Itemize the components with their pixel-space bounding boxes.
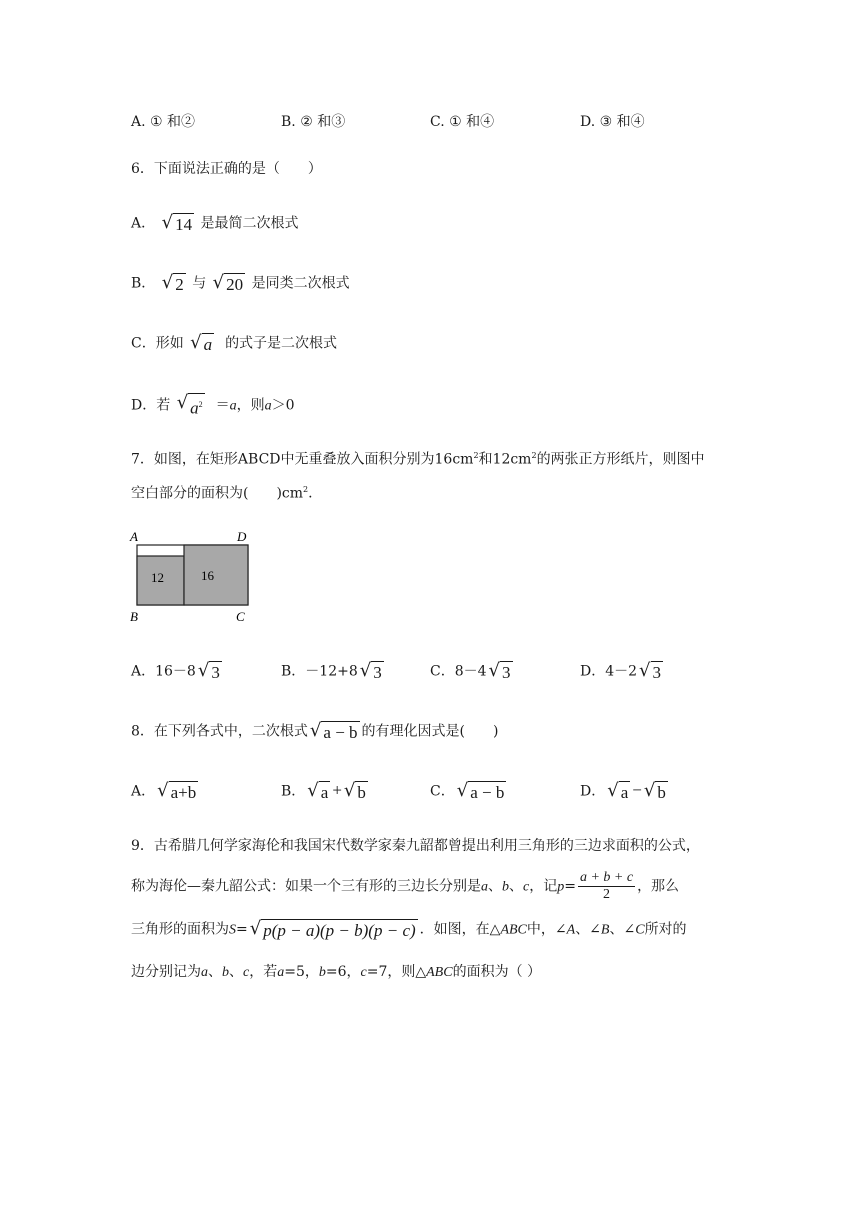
q8-option-c xyxy=(430,780,508,803)
sqrt: √ a+b xyxy=(157,780,197,802)
var-s: S xyxy=(229,922,236,938)
sqrt: √ 14 xyxy=(161,212,193,234)
equals: ＝ xyxy=(215,397,230,414)
sep: 、 xyxy=(208,964,222,980)
sep: 、∠ xyxy=(609,921,636,938)
q6-option-a xyxy=(131,212,299,235)
q8-text: 8．在下列各式中，二次根式 xyxy=(131,723,308,740)
var-a: a xyxy=(481,879,488,895)
q7-option-d xyxy=(580,660,665,683)
q9-text: ．如图，在△ xyxy=(419,921,501,938)
radicand: 3 xyxy=(502,663,511,682)
q6-a-text: 是最简二次根式 xyxy=(200,215,299,232)
q6-b-label: B． xyxy=(131,275,156,292)
square-16 xyxy=(184,545,248,605)
radicand: 3 xyxy=(652,663,662,682)
q6-a-label: A． xyxy=(131,215,156,232)
radicand: a − b xyxy=(323,723,358,742)
radicand: 14 xyxy=(175,215,193,234)
radicand: a − b xyxy=(470,783,505,802)
var-a: a xyxy=(264,398,272,414)
operator: + xyxy=(332,780,342,800)
option-label: C． xyxy=(430,783,455,800)
fraction xyxy=(578,870,635,903)
var-a: a xyxy=(201,965,208,980)
var-b: b xyxy=(318,965,326,980)
equals: = xyxy=(236,921,248,938)
var-a: a xyxy=(229,398,237,414)
q7-text: 和12cm xyxy=(478,451,532,468)
radicand: 20 xyxy=(226,275,244,294)
q7-option-a xyxy=(131,660,224,683)
sqrt-formula: √ p(p − a)(p − b)(p − c) xyxy=(249,918,416,940)
exponent: 2 xyxy=(198,400,203,409)
q6-b-mid: 与 xyxy=(192,275,207,292)
q9-line2 xyxy=(131,870,679,903)
q5-option-a: A. ① 和② xyxy=(131,114,196,130)
q8-stem xyxy=(131,720,498,743)
then-text: ，则 xyxy=(236,397,265,414)
q9-text: 三角形的面积为 xyxy=(131,921,229,938)
q9-text: =6， xyxy=(325,964,361,980)
vertex-a: A xyxy=(130,529,138,544)
sqrt: √ a − b xyxy=(309,720,358,742)
q7-stem-line1 xyxy=(131,446,705,470)
sqrt: √ 3 xyxy=(359,660,382,682)
equals: = xyxy=(564,878,576,895)
q9-line1: 9．古希腊几何学家海伦和我国宋代数学家秦九韶都曾提出利用三角形的三边求面积的公式， xyxy=(131,838,700,854)
radicand: 2 xyxy=(175,275,184,294)
operator: − xyxy=(632,780,642,800)
q7-text: 7．如图，在矩形ABCD中无重叠放入面积分别为16cm xyxy=(131,451,474,468)
option-label: A． xyxy=(131,783,156,800)
q9-text: 称为海伦—秦九韶公式：如果一个三有形的三边长分别是 xyxy=(131,878,481,895)
q7-text: . xyxy=(308,485,313,502)
q5-option-b: B. ② 和③ xyxy=(281,114,346,130)
sep: 、 xyxy=(229,964,243,980)
label-12: 12 xyxy=(151,570,164,585)
q7-option-c xyxy=(430,660,515,683)
q6-c-label: C．形如 xyxy=(131,335,184,352)
q5-option-d: D. ③ 和④ xyxy=(580,114,645,130)
sqrt: √ 3 xyxy=(197,660,220,682)
radicand: 3 xyxy=(373,663,382,682)
triangle-abc: ABC xyxy=(426,965,453,980)
option-text: C．8－4 xyxy=(430,663,487,680)
var-a: a xyxy=(277,965,285,980)
q7-text: 空白部分的面积为( )cm xyxy=(131,485,304,502)
option-label: D． xyxy=(580,783,606,800)
label-16: 16 xyxy=(201,568,214,583)
q6-b-text: 是同类二次根式 xyxy=(251,275,350,292)
q7-option-b xyxy=(281,660,386,683)
radicand: a xyxy=(320,783,329,802)
exponent: 2 xyxy=(531,451,537,460)
var-c: c xyxy=(360,965,367,980)
var-b: b xyxy=(222,965,229,980)
fraction-denominator: 2 xyxy=(603,887,610,902)
sqrt: √ a xyxy=(190,332,213,354)
option-label: B． xyxy=(281,783,306,800)
radicand: a xyxy=(620,783,629,802)
q6-option-b xyxy=(131,272,350,295)
q9-text: 边分别记为 xyxy=(131,964,201,980)
q6-stem: 6．下面说法正确的是（ ） xyxy=(131,161,322,177)
vertex-c: C xyxy=(236,609,245,624)
q7-stem-line2 xyxy=(131,480,313,504)
q9-text: ，记 xyxy=(529,878,558,895)
exponent: 2 xyxy=(303,485,309,494)
q9-text: ，那么 xyxy=(637,878,680,895)
q8-text: 的有理化因式是( ) xyxy=(361,723,499,740)
sqrt: √ 20 xyxy=(212,272,244,294)
sep: 、 xyxy=(488,878,502,895)
vertex-d: D xyxy=(237,529,247,544)
q9-text: =7，则△ xyxy=(366,964,427,980)
q6-option-d xyxy=(131,392,295,419)
q9-text: 的面积为（ ） xyxy=(452,964,542,980)
angle-a: A xyxy=(566,922,576,938)
sqrt: √ a − b xyxy=(456,780,505,802)
q5-option-c: C. ① 和④ xyxy=(430,114,495,130)
q9-text: ，若 xyxy=(249,964,278,980)
option-text: A．16－8 xyxy=(131,663,196,680)
q9-text: 所对的 xyxy=(644,921,687,938)
q9-text: 中，∠ xyxy=(526,921,567,938)
sep: 、∠ xyxy=(575,921,601,938)
sqrt: √ a xyxy=(607,780,629,802)
sqrt: √ 2 xyxy=(161,272,184,294)
vertex-b: B xyxy=(130,609,138,624)
q8-option-b xyxy=(281,780,370,803)
fraction-numerator: a + b + c xyxy=(579,870,634,885)
sqrt: √ 3 xyxy=(639,660,662,682)
option-text: B．－12+8 xyxy=(281,663,358,680)
radicand: a xyxy=(203,335,213,354)
var-c: c xyxy=(523,879,530,895)
triangle-abc: ABC xyxy=(500,922,527,938)
option-text: D．4－2 xyxy=(580,663,638,680)
radicand: b xyxy=(357,783,366,802)
q9-line4 xyxy=(131,962,541,983)
angle-c: C xyxy=(635,922,645,938)
q6-c-text: 的式子是二次根式 xyxy=(225,335,338,352)
var-b: b xyxy=(502,879,509,895)
var-p: p xyxy=(557,879,565,895)
radicand: p(p − a)(p − b)(p − c) xyxy=(263,921,416,940)
var-c: c xyxy=(243,965,250,980)
angle-b: B xyxy=(600,922,610,938)
q6-d-label: D．若 xyxy=(131,397,171,414)
q8-option-a xyxy=(131,780,200,803)
rectangle-figure xyxy=(128,528,258,628)
gt-zero: ＞0 xyxy=(271,397,295,414)
exponent: 2 xyxy=(473,451,479,460)
q9-line3 xyxy=(131,918,687,941)
sqrt: √ a xyxy=(307,780,329,802)
sep: 、 xyxy=(509,878,523,895)
radicand: 3 xyxy=(211,663,220,682)
sqrt: √ b xyxy=(643,780,666,802)
q8-option-d xyxy=(580,780,670,803)
sqrt: √ 3 xyxy=(488,660,511,682)
radicand: a+b xyxy=(170,783,197,802)
q6-option-c xyxy=(131,332,337,355)
q7-text: 的两张正方形纸片，则图中 xyxy=(536,451,705,468)
radicand: b xyxy=(657,783,666,802)
q9-text: =5， xyxy=(284,964,319,980)
sqrt: √ $a^2$ xyxy=(176,392,203,418)
sqrt: √ b xyxy=(343,780,366,802)
radicand: a xyxy=(190,398,199,418)
